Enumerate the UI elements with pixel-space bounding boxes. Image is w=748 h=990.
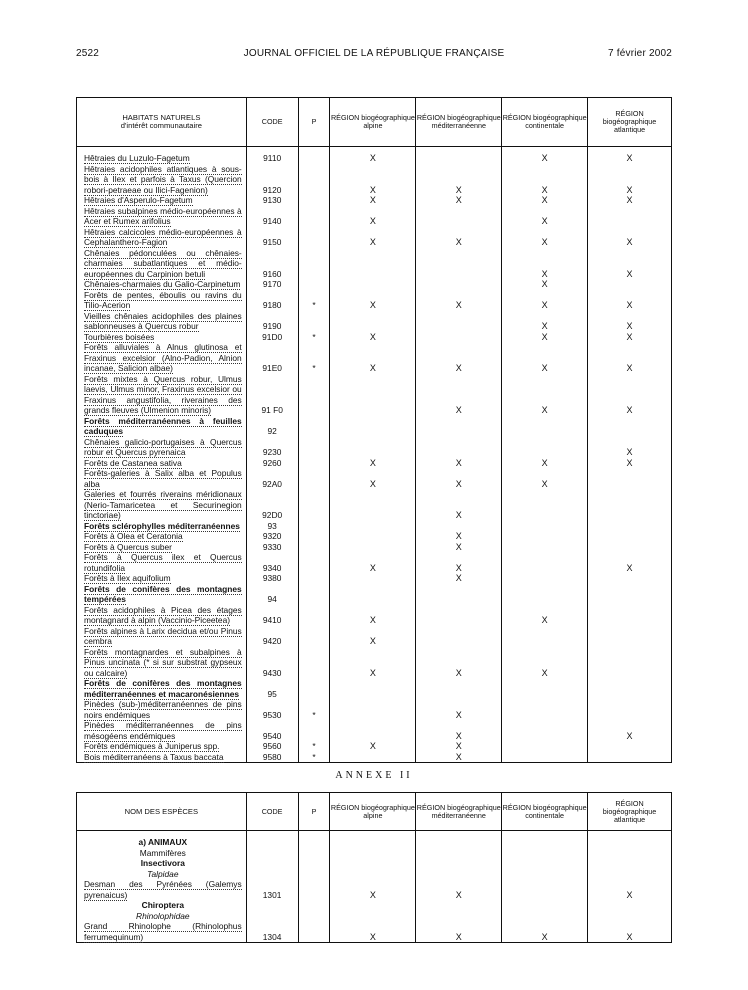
mark-alpine: X xyxy=(330,290,416,311)
habitat-code: 9420 xyxy=(246,626,298,647)
habitat-code: 92 xyxy=(246,416,298,437)
priority-mark: * xyxy=(298,699,330,720)
species-name: Desman des Pyrénées (Galemys pyrenaicus) xyxy=(84,879,242,900)
mark-alpine xyxy=(330,573,416,584)
priority-mark xyxy=(298,647,330,679)
col-cont: RÉGION biogéographique continentale xyxy=(502,98,588,147)
habitat-code: 92D0 xyxy=(246,489,298,521)
mark-alpine xyxy=(330,374,416,416)
col-atl: RÉGION biogéographique atlantique xyxy=(588,793,672,831)
mark-atl: X xyxy=(588,248,672,280)
mark-alpine: X xyxy=(330,206,416,227)
priority-mark xyxy=(298,164,330,196)
mark-cont xyxy=(502,741,588,752)
habitat-name: Chênaies-charmaies du Galio-Carpinetum xyxy=(84,279,241,289)
mark-atl: X xyxy=(588,153,672,164)
mark-med xyxy=(416,206,502,227)
habitat-code: 9160 xyxy=(246,248,298,280)
habitat-name: Tourbières boisées xyxy=(84,331,155,342)
habitat-name: Galeries et fourrés riverains méridionaux (Nerio-Tamaricetea et Securinegion tinctoriae) xyxy=(84,489,242,520)
priority-mark: * xyxy=(298,342,330,374)
habitat-name: Forêts sclérophylles méditerranéennes xyxy=(84,520,240,531)
table-row xyxy=(77,195,672,206)
table-row xyxy=(77,290,672,311)
habitat-code: 94 xyxy=(246,584,298,605)
table-row xyxy=(77,542,672,553)
mark-cont xyxy=(502,542,588,553)
mark-cont: X xyxy=(502,332,588,343)
mark-cont xyxy=(502,437,588,458)
habitat-name: Forêts à Quercus suber xyxy=(84,541,172,552)
mark-med xyxy=(416,678,502,699)
mark-atl xyxy=(588,752,672,763)
mark-med xyxy=(416,248,502,280)
mark-med xyxy=(416,605,502,626)
mark-cont xyxy=(502,678,588,699)
mark-med xyxy=(416,279,502,290)
mark-alpine xyxy=(330,521,416,532)
mark-alpine xyxy=(330,416,416,437)
mark-cont: X xyxy=(502,468,588,489)
mark-cont: X xyxy=(502,290,588,311)
habitat-name: Forêts de conifères des montagnes tempérées xyxy=(84,583,242,604)
priority-mark xyxy=(298,531,330,542)
priority-mark xyxy=(298,437,330,458)
habitat-name: Hêtraies calcicoles médio-européennes à Cephalanthero-Fagion xyxy=(84,226,242,247)
mark-cont: X xyxy=(502,279,588,290)
table-row xyxy=(77,573,672,584)
priority-mark xyxy=(298,458,330,469)
habitat-code: 9380 xyxy=(246,573,298,584)
mark-alpine xyxy=(330,437,416,458)
mark-med: X xyxy=(416,921,502,943)
mark-atl: X xyxy=(588,311,672,332)
habitat-name: Forêts-galeries à Salix alba et Populus alba xyxy=(84,468,242,489)
mark-alpine xyxy=(330,542,416,553)
col-code: CODE xyxy=(246,793,298,831)
mark-atl: X xyxy=(588,195,672,206)
mark-cont: X xyxy=(502,342,588,374)
mark-atl: X xyxy=(588,552,672,573)
mark-med: X xyxy=(416,290,502,311)
annex-title: ANNEXE II xyxy=(335,770,413,781)
col-atl: RÉGION biogéographique atlantique xyxy=(588,98,672,147)
mark-cont: X xyxy=(502,921,588,943)
mark-atl xyxy=(588,206,672,227)
col-code: CODE xyxy=(246,98,298,147)
habitat-name: Forêts à Quercus ilex et Quercus rotundifolia xyxy=(84,552,242,573)
mark-alpine: X xyxy=(330,468,416,489)
table-row xyxy=(77,720,672,741)
mark-atl: X xyxy=(588,437,672,458)
mark-cont: X xyxy=(502,227,588,248)
mark-atl: X xyxy=(588,879,672,900)
mark-atl xyxy=(588,741,672,752)
mark-med: X xyxy=(416,720,502,741)
table-row xyxy=(77,605,672,626)
mark-atl xyxy=(588,542,672,553)
mark-med: X xyxy=(416,468,502,489)
mark-alpine xyxy=(330,678,416,699)
col-habitats-label: HABITATS NATURELS xyxy=(122,113,201,122)
table-row xyxy=(77,416,672,437)
mark-med: X xyxy=(416,752,502,763)
habitats-table xyxy=(76,97,672,763)
mark-alpine xyxy=(330,248,416,280)
mark-med: X xyxy=(416,699,502,720)
group-heading: a) ANIMAUX xyxy=(138,837,188,847)
species-code: 1301 xyxy=(246,879,298,900)
col-med: RÉGION biogéographique méditerranéenne xyxy=(416,98,502,147)
table-row xyxy=(77,153,672,164)
table-row xyxy=(77,879,672,900)
table-row xyxy=(77,752,672,763)
habitat-code: 9140 xyxy=(246,206,298,227)
priority-mark xyxy=(298,227,330,248)
priority-mark xyxy=(298,489,330,521)
habitat-code: 91D0 xyxy=(246,332,298,343)
col-alpine: RÉGION biogéographique alpine xyxy=(330,98,416,147)
mark-atl xyxy=(588,468,672,489)
mark-cont: X xyxy=(502,248,588,280)
table-row xyxy=(77,342,672,374)
mark-atl: X xyxy=(588,227,672,248)
col-habitats xyxy=(77,98,247,147)
mark-med xyxy=(416,311,502,332)
habitat-name: Vieilles chênaies acidophiles des plaines sablonneuses à Quercus robur xyxy=(84,310,242,331)
habitat-code: 9560 xyxy=(246,741,298,752)
mark-atl: X xyxy=(588,342,672,374)
page-number: 2522 xyxy=(76,48,100,59)
priority-mark xyxy=(298,416,330,437)
table-row xyxy=(77,921,672,943)
priority-mark xyxy=(298,921,330,943)
mark-cont xyxy=(502,531,588,542)
habitat-name: Forêts acidophiles à Picea des étages montagnard à alpin (Vaccinio-Piceetea) xyxy=(84,604,242,625)
mark-cont: X xyxy=(502,311,588,332)
habitat-code: 9580 xyxy=(246,752,298,763)
mark-cont: X xyxy=(502,206,588,227)
mark-atl xyxy=(588,531,672,542)
mark-alpine xyxy=(330,720,416,741)
habitat-name: Forêts à Olea et Ceratonia xyxy=(84,531,183,541)
priority-mark xyxy=(298,248,330,280)
habitat-code: 9330 xyxy=(246,542,298,553)
family-label: Talpidae xyxy=(147,868,179,879)
mark-cont: X xyxy=(502,647,588,679)
habitat-code: 9340 xyxy=(246,552,298,573)
family-label: Rhinolophidae xyxy=(136,910,190,921)
habitat-name: Pinèdes méditerranéennes de pins mésogéens endémiques xyxy=(84,720,242,741)
mark-atl: X xyxy=(588,921,672,943)
mark-atl xyxy=(588,605,672,626)
priority-mark xyxy=(298,605,330,626)
mark-atl: X xyxy=(588,332,672,343)
priority-mark xyxy=(298,279,330,290)
mark-alpine: X xyxy=(330,552,416,573)
mark-atl xyxy=(588,573,672,584)
habitat-name: Hêtraies subalpines médio-européennes à Acer et Rumex arifolius xyxy=(84,205,242,226)
col-species: NOM DES ESPÈCES xyxy=(77,793,247,831)
table-row xyxy=(77,552,672,573)
mark-alpine: X xyxy=(330,741,416,752)
habitat-code: 9180 xyxy=(246,290,298,311)
mark-cont: X xyxy=(502,153,588,164)
priority-mark xyxy=(298,521,330,532)
mark-atl xyxy=(588,647,672,679)
mark-atl: X xyxy=(588,458,672,469)
col-p: P xyxy=(298,98,330,147)
mark-atl xyxy=(588,279,672,290)
mark-alpine xyxy=(330,752,416,763)
mark-alpine xyxy=(330,584,416,605)
mark-alpine xyxy=(330,531,416,542)
mark-alpine: X xyxy=(330,647,416,679)
mark-alpine: X xyxy=(330,921,416,943)
table-row xyxy=(77,374,672,416)
class-label: Mammifères xyxy=(139,847,186,858)
table-row xyxy=(77,311,672,332)
habitat-code: 9190 xyxy=(246,311,298,332)
journal-title: JOURNAL OFFICIEL DE LA RÉPUBLIQUE FRANÇAISE xyxy=(243,48,505,59)
table-row xyxy=(77,248,672,280)
mark-atl xyxy=(588,699,672,720)
mark-med: X xyxy=(416,195,502,206)
mark-atl: X xyxy=(588,164,672,196)
mark-med xyxy=(416,332,502,343)
priority-mark xyxy=(298,552,330,573)
priority-mark xyxy=(298,311,330,332)
priority-mark xyxy=(298,879,330,900)
mark-alpine xyxy=(330,699,416,720)
table-row xyxy=(77,468,672,489)
table-row xyxy=(77,164,672,196)
habitat-code: 9150 xyxy=(246,227,298,248)
species-code: 1304 xyxy=(246,921,298,943)
habitats-table-body xyxy=(77,147,672,763)
mark-alpine xyxy=(330,279,416,290)
table-row xyxy=(77,227,672,248)
mark-med xyxy=(416,584,502,605)
table-row xyxy=(77,332,672,343)
mark-atl: X xyxy=(588,290,672,311)
mark-med: X xyxy=(416,374,502,416)
habitat-name: Forêts méditerranéennes à feuilles caduques xyxy=(84,415,242,436)
mark-med: X xyxy=(416,458,502,469)
mark-alpine xyxy=(330,311,416,332)
mark-alpine: X xyxy=(330,458,416,469)
habitat-code: 9320 xyxy=(246,531,298,542)
habitat-code: 93 xyxy=(246,521,298,532)
mark-cont: X xyxy=(502,195,588,206)
mark-alpine: X xyxy=(330,332,416,343)
mark-atl: X xyxy=(588,374,672,416)
priority-mark: * xyxy=(298,752,330,763)
group-heading-row xyxy=(77,837,672,879)
mark-atl: X xyxy=(588,720,672,741)
habitat-name: Forêts alpines à Larix decidua et/ou Pinus cembra xyxy=(84,625,242,646)
mark-alpine: X xyxy=(330,153,416,164)
habitat-name: Hêtraies d'Asperulo-Fagetum xyxy=(84,195,193,205)
table-row xyxy=(77,458,672,469)
mark-med: X xyxy=(416,164,502,196)
col-cont: RÉGION biogéographique continentale xyxy=(502,793,588,831)
habitat-code: 9530 xyxy=(246,699,298,720)
habitat-code: 9430 xyxy=(246,647,298,679)
species-table xyxy=(76,792,672,943)
group-heading-row xyxy=(77,900,672,921)
col-med: RÉGION biogéographique méditerranéenne xyxy=(416,793,502,831)
priority-mark: * xyxy=(298,741,330,752)
mark-cont xyxy=(502,699,588,720)
habitat-code: 9170 xyxy=(246,279,298,290)
species-name: Grand Rhinolophe (Rhinolophus ferrumequinum) xyxy=(84,921,242,942)
habitat-name: Forêts de conifères des montagnes méditerranéennes et macaronésiennes xyxy=(84,678,242,699)
habitat-name: Chênaies pédonculées ou chênaies-charmaies subatlantiques et médio-européennes du Carpinion betuli xyxy=(84,247,242,279)
priority-mark xyxy=(298,584,330,605)
mark-cont: X xyxy=(502,164,588,196)
table-row xyxy=(77,584,672,605)
mark-cont xyxy=(502,489,588,521)
priority-mark xyxy=(298,195,330,206)
habitat-code: 95 xyxy=(246,678,298,699)
habitat-code: 92A0 xyxy=(246,468,298,489)
habitat-code: 9120 xyxy=(246,164,298,196)
table-row xyxy=(77,489,672,521)
habitat-code: 9260 xyxy=(246,458,298,469)
habitat-name: Forêts endémiques à Juniperus spp. xyxy=(84,741,220,751)
mark-atl xyxy=(588,489,672,521)
habitat-name: Forêts à Ilex aquifolium xyxy=(84,573,171,583)
priority-mark xyxy=(298,153,330,164)
table-row xyxy=(77,699,672,720)
table-row xyxy=(77,206,672,227)
priority-mark xyxy=(298,720,330,741)
habitat-name: Pinèdes (sub-)méditerranéennes de pins noirs endémiques xyxy=(84,699,242,720)
mark-med xyxy=(416,626,502,647)
habitat-code: 91 F0 xyxy=(246,374,298,416)
habitat-name: Hêtraies du Luzulo-Fagetum xyxy=(84,153,190,163)
mark-cont: X xyxy=(502,605,588,626)
mark-alpine xyxy=(330,489,416,521)
mark-med: X xyxy=(416,879,502,900)
mark-cont xyxy=(502,552,588,573)
table-row xyxy=(77,437,672,458)
mark-alpine: X xyxy=(330,227,416,248)
mark-med: X xyxy=(416,552,502,573)
table-row xyxy=(77,626,672,647)
mark-alpine: X xyxy=(330,195,416,206)
mark-med: X xyxy=(416,647,502,679)
table-row xyxy=(77,647,672,679)
mark-med: X xyxy=(416,531,502,542)
habitat-name: Forêts de pentes, éboulis ou ravins du Tilio-Acerion xyxy=(84,289,242,310)
table-row xyxy=(77,678,672,699)
priority-mark: * xyxy=(298,290,330,311)
order-label: Chiroptera xyxy=(141,900,184,910)
habitat-code: 9230 xyxy=(246,437,298,458)
mark-atl xyxy=(588,584,672,605)
habitat-code: 9130 xyxy=(246,195,298,206)
mark-cont xyxy=(502,752,588,763)
mark-med xyxy=(416,437,502,458)
mark-alpine: X xyxy=(330,626,416,647)
habitat-code: 9110 xyxy=(246,153,298,164)
priority-mark xyxy=(298,374,330,416)
habitat-name: Chênaies galicio-portugaises à Quercus robur et Quercus pyrenaica xyxy=(84,436,242,457)
mark-alpine: X xyxy=(330,342,416,374)
habitat-code: 91E0 xyxy=(246,342,298,374)
priority-mark xyxy=(298,626,330,647)
table-row xyxy=(77,279,672,290)
priority-mark: * xyxy=(298,332,330,343)
mark-cont xyxy=(502,521,588,532)
mark-med xyxy=(416,416,502,437)
mark-cont: X xyxy=(502,374,588,416)
habitat-name: Forêts de Castanea sativa xyxy=(84,457,182,468)
mark-cont xyxy=(502,584,588,605)
mark-atl xyxy=(588,521,672,532)
priority-mark xyxy=(298,542,330,553)
mark-med xyxy=(416,153,502,164)
mark-cont xyxy=(502,573,588,584)
mark-med: X xyxy=(416,542,502,553)
col-habitats-sub: d'intérêt communautaire xyxy=(120,121,202,130)
mark-atl xyxy=(588,416,672,437)
mark-med: X xyxy=(416,227,502,248)
mark-atl xyxy=(588,678,672,699)
mark-med: X xyxy=(416,489,502,521)
priority-mark xyxy=(298,468,330,489)
habitat-name: Hêtraies acidophiles atlantiques à sous-bois à Ilex et parfois à Taxus (Quercion robori-petraeae ou Ilici-Fagenion) xyxy=(84,163,242,195)
mark-cont xyxy=(502,626,588,647)
mark-alpine: X xyxy=(330,605,416,626)
habitat-code: 9540 xyxy=(246,720,298,741)
table-row xyxy=(77,531,672,542)
mark-cont xyxy=(502,879,588,900)
mark-med: X xyxy=(416,741,502,752)
habitat-name: Bois méditerranéens à Taxus baccata xyxy=(84,751,224,762)
mark-alpine: X xyxy=(330,164,416,196)
mark-cont xyxy=(502,720,588,741)
priority-mark xyxy=(298,573,330,584)
mark-med xyxy=(416,521,502,532)
mark-cont: X xyxy=(502,458,588,469)
col-p: P xyxy=(298,793,330,831)
habitat-name: Forêts alluviales à Alnus glutinosa et Fraxinus excelsior (Alno-Padion, Alnion incanae, Salicion albae) xyxy=(84,342,242,373)
mark-alpine: X xyxy=(330,879,416,900)
table-row xyxy=(77,741,672,752)
priority-mark xyxy=(298,206,330,227)
species-table-body xyxy=(77,831,672,943)
mark-atl xyxy=(588,626,672,647)
priority-mark xyxy=(298,678,330,699)
habitat-code: 9410 xyxy=(246,605,298,626)
mark-med: X xyxy=(416,342,502,374)
col-alpine: RÉGION biogéographique alpine xyxy=(330,793,416,831)
mark-cont xyxy=(502,416,588,437)
habitat-name: Forêts montagnardes et subalpines à Pinus uncinata (* si sur substrat gypseux ou calcaire) xyxy=(84,646,242,678)
table-row xyxy=(77,521,672,532)
mark-med: X xyxy=(416,573,502,584)
issue-date: 7 février 2002 xyxy=(608,48,672,59)
order-label: Insectivora xyxy=(140,858,185,868)
habitat-name: Forêts mixtes à Quercus robur, Ulmus laevis, Ulmus minor, Fraxinus excelsior ou Fraxinus angustifolia, riveraines des grands fleuves (Ulmenion minoris) xyxy=(84,373,242,415)
